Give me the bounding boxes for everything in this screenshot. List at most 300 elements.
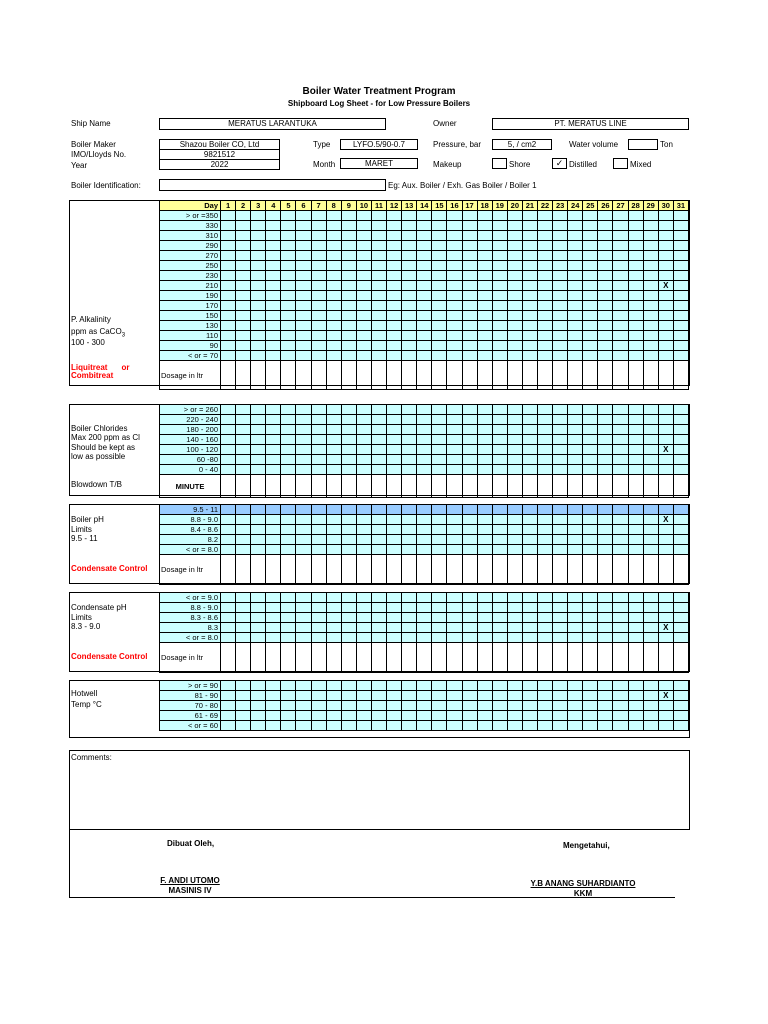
- day-cell[interactable]: [613, 231, 628, 241]
- day-cell[interactable]: [432, 281, 447, 291]
- day-cell[interactable]: [598, 415, 613, 425]
- day-cell[interactable]: [583, 435, 598, 445]
- day-cell[interactable]: [371, 311, 386, 321]
- day-cell[interactable]: [341, 711, 356, 721]
- day-cell[interactable]: [522, 445, 537, 455]
- day-cell[interactable]: [432, 405, 447, 415]
- day-cell[interactable]: [537, 435, 552, 445]
- day-cell[interactable]: [643, 331, 658, 341]
- day-cell[interactable]: [613, 613, 628, 623]
- day-cell[interactable]: [311, 291, 326, 301]
- day-cell[interactable]: [537, 643, 552, 673]
- day-cell[interactable]: [537, 211, 552, 221]
- day-cell[interactable]: [613, 261, 628, 271]
- day-cell[interactable]: [673, 505, 688, 515]
- reading-mark[interactable]: X: [658, 623, 673, 633]
- day-cell[interactable]: [266, 211, 281, 221]
- reading-mark[interactable]: X: [658, 691, 673, 701]
- day-cell[interactable]: [387, 555, 402, 585]
- day-cell[interactable]: [477, 525, 492, 535]
- day-cell[interactable]: [402, 633, 417, 643]
- day-cell[interactable]: [402, 535, 417, 545]
- day-cell[interactable]: [281, 701, 296, 711]
- day-cell[interactable]: [296, 475, 311, 498]
- day-cell[interactable]: [432, 681, 447, 691]
- day-cell[interactable]: [341, 435, 356, 445]
- day-cell[interactable]: [643, 351, 658, 361]
- day-cell[interactable]: [417, 445, 432, 455]
- day-cell[interactable]: [417, 425, 432, 435]
- day-cell[interactable]: [477, 445, 492, 455]
- day-cell[interactable]: [236, 721, 251, 731]
- day-cell[interactable]: [553, 251, 568, 261]
- day-cell[interactable]: [281, 331, 296, 341]
- day-cell[interactable]: [356, 691, 371, 701]
- day-cell[interactable]: [643, 633, 658, 643]
- day-cell[interactable]: [507, 455, 522, 465]
- day-cell[interactable]: [432, 425, 447, 435]
- day-cell[interactable]: [417, 241, 432, 251]
- day-cell[interactable]: [356, 251, 371, 261]
- day-cell[interactable]: [643, 603, 658, 613]
- day-cell[interactable]: [311, 341, 326, 351]
- day-cell[interactable]: [356, 211, 371, 221]
- day-cell[interactable]: [477, 311, 492, 321]
- day-cell[interactable]: [477, 435, 492, 445]
- day-cell[interactable]: [296, 261, 311, 271]
- day-cell[interactable]: [613, 301, 628, 311]
- day-cell[interactable]: [598, 251, 613, 261]
- day-cell[interactable]: [537, 711, 552, 721]
- day-cell[interactable]: [553, 271, 568, 281]
- day-cell[interactable]: [673, 603, 688, 613]
- day-cell[interactable]: [432, 271, 447, 281]
- day-cell[interactable]: [266, 405, 281, 415]
- day-cell[interactable]: [673, 211, 688, 221]
- day-cell[interactable]: [356, 623, 371, 633]
- day-cell[interactable]: [583, 613, 598, 623]
- day-cell[interactable]: [477, 711, 492, 721]
- day-cell[interactable]: [568, 701, 583, 711]
- day-cell[interactable]: [387, 211, 402, 221]
- day-cell[interactable]: [613, 251, 628, 261]
- day-cell[interactable]: [402, 475, 417, 498]
- day-cell[interactable]: [251, 261, 266, 271]
- day-cell[interactable]: [341, 221, 356, 231]
- day-cell[interactable]: [311, 643, 326, 673]
- day-cell[interactable]: [492, 633, 507, 643]
- day-cell[interactable]: [371, 555, 386, 585]
- day-cell[interactable]: [402, 341, 417, 351]
- day-cell[interactable]: [613, 281, 628, 291]
- day-cell[interactable]: [598, 405, 613, 415]
- day-cell[interactable]: [417, 271, 432, 281]
- day-cell[interactable]: [266, 351, 281, 361]
- day-cell[interactable]: [266, 633, 281, 643]
- day-cell[interactable]: [522, 405, 537, 415]
- day-cell[interactable]: [537, 681, 552, 691]
- day-cell[interactable]: [537, 281, 552, 291]
- day-cell[interactable]: [583, 281, 598, 291]
- day-cell[interactable]: [251, 351, 266, 361]
- day-cell[interactable]: [628, 251, 643, 261]
- day-cell[interactable]: [251, 535, 266, 545]
- day-cell[interactable]: [387, 291, 402, 301]
- day-cell[interactable]: [628, 291, 643, 301]
- day-cell[interactable]: [477, 701, 492, 711]
- day-cell[interactable]: [568, 301, 583, 311]
- day-cell[interactable]: [371, 465, 386, 475]
- day-cell[interactable]: [598, 505, 613, 515]
- day-cell[interactable]: [583, 425, 598, 435]
- day-cell[interactable]: [341, 331, 356, 341]
- day-cell[interactable]: [402, 311, 417, 321]
- day-cell[interactable]: [583, 231, 598, 241]
- day-cell[interactable]: [236, 455, 251, 465]
- day-cell[interactable]: [402, 515, 417, 525]
- day-cell[interactable]: [643, 231, 658, 241]
- day-cell[interactable]: [553, 331, 568, 341]
- day-cell[interactable]: [341, 593, 356, 603]
- day-cell[interactable]: [477, 251, 492, 261]
- day-cell[interactable]: [568, 331, 583, 341]
- day-cell[interactable]: [266, 331, 281, 341]
- day-cell[interactable]: [371, 593, 386, 603]
- day-cell[interactable]: [507, 425, 522, 435]
- day-cell[interactable]: [492, 681, 507, 691]
- day-cell[interactable]: [326, 545, 341, 555]
- day-cell[interactable]: [236, 445, 251, 455]
- day-cell[interactable]: [296, 701, 311, 711]
- day-cell[interactable]: [236, 465, 251, 475]
- day-cell[interactable]: [492, 351, 507, 361]
- day-cell[interactable]: [613, 593, 628, 603]
- day-cell[interactable]: [628, 415, 643, 425]
- day-cell[interactable]: [387, 405, 402, 415]
- day-cell[interactable]: [583, 271, 598, 281]
- day-cell[interactable]: [568, 691, 583, 701]
- day-cell[interactable]: [568, 505, 583, 515]
- day-cell[interactable]: [568, 623, 583, 633]
- day-cell[interactable]: [281, 231, 296, 241]
- day-cell[interactable]: [371, 415, 386, 425]
- day-cell[interactable]: [371, 681, 386, 691]
- day-cell[interactable]: [658, 555, 673, 585]
- day-cell[interactable]: [643, 251, 658, 261]
- day-cell[interactable]: [266, 281, 281, 291]
- day-cell[interactable]: [628, 405, 643, 415]
- day-cell[interactable]: [311, 535, 326, 545]
- day-cell[interactable]: [251, 341, 266, 351]
- day-cell[interactable]: [537, 623, 552, 633]
- day-cell[interactable]: [492, 241, 507, 251]
- day-cell[interactable]: [236, 435, 251, 445]
- day-cell[interactable]: [417, 435, 432, 445]
- day-cell[interactable]: [673, 691, 688, 701]
- day-cell[interactable]: [658, 341, 673, 351]
- day-cell[interactable]: [221, 311, 236, 321]
- day-cell[interactable]: [311, 505, 326, 515]
- day-cell[interactable]: [553, 425, 568, 435]
- day-cell[interactable]: [326, 515, 341, 525]
- day-cell[interactable]: [371, 321, 386, 331]
- day-cell[interactable]: [251, 505, 266, 515]
- day-cell[interactable]: [583, 711, 598, 721]
- day-cell[interactable]: [613, 711, 628, 721]
- day-cell[interactable]: [221, 361, 236, 390]
- day-cell[interactable]: [371, 251, 386, 261]
- day-cell[interactable]: [583, 311, 598, 321]
- day-cell[interactable]: [266, 361, 281, 390]
- day-cell[interactable]: [613, 633, 628, 643]
- day-cell[interactable]: [311, 721, 326, 731]
- day-cell[interactable]: [266, 341, 281, 351]
- day-cell[interactable]: [568, 435, 583, 445]
- day-cell[interactable]: [598, 211, 613, 221]
- day-cell[interactable]: [462, 435, 477, 445]
- day-cell[interactable]: [477, 321, 492, 331]
- month-field[interactable]: MARET: [340, 158, 418, 169]
- day-cell[interactable]: [432, 251, 447, 261]
- day-cell[interactable]: [281, 593, 296, 603]
- day-cell[interactable]: [326, 291, 341, 301]
- day-cell[interactable]: [447, 445, 462, 455]
- day-cell[interactable]: [402, 505, 417, 515]
- day-cell[interactable]: [356, 341, 371, 351]
- day-cell[interactable]: [673, 633, 688, 643]
- day-cell[interactable]: [553, 455, 568, 465]
- day-cell[interactable]: [326, 425, 341, 435]
- day-cell[interactable]: [553, 415, 568, 425]
- boiler-id-field[interactable]: [159, 179, 386, 191]
- day-cell[interactable]: [356, 633, 371, 643]
- day-cell[interactable]: [537, 445, 552, 455]
- day-cell[interactable]: [251, 475, 266, 498]
- day-cell[interactable]: [311, 633, 326, 643]
- day-cell[interactable]: [402, 231, 417, 241]
- day-cell[interactable]: [281, 445, 296, 455]
- day-cell[interactable]: [251, 701, 266, 711]
- day-cell[interactable]: [281, 405, 296, 415]
- day-cell[interactable]: [236, 261, 251, 271]
- day-cell[interactable]: [462, 415, 477, 425]
- day-cell[interactable]: [477, 593, 492, 603]
- day-cell[interactable]: [251, 691, 266, 701]
- day-cell[interactable]: [658, 711, 673, 721]
- day-cell[interactable]: [417, 311, 432, 321]
- day-cell[interactable]: [221, 505, 236, 515]
- day-cell[interactable]: [462, 301, 477, 311]
- day-cell[interactable]: [251, 231, 266, 241]
- day-cell[interactable]: [598, 515, 613, 525]
- day-cell[interactable]: [311, 221, 326, 231]
- day-cell[interactable]: [266, 251, 281, 261]
- day-cell[interactable]: [326, 613, 341, 623]
- day-cell[interactable]: [281, 341, 296, 351]
- day-cell[interactable]: [387, 643, 402, 673]
- day-cell[interactable]: [371, 633, 386, 643]
- day-cell[interactable]: [326, 435, 341, 445]
- day-cell[interactable]: [326, 633, 341, 643]
- day-cell[interactable]: [447, 435, 462, 445]
- day-cell[interactable]: [598, 271, 613, 281]
- day-cell[interactable]: [296, 691, 311, 701]
- day-cell[interactable]: [673, 643, 688, 673]
- day-cell[interactable]: [658, 251, 673, 261]
- day-cell[interactable]: [387, 623, 402, 633]
- day-cell[interactable]: [598, 455, 613, 465]
- day-cell[interactable]: [341, 281, 356, 291]
- day-cell[interactable]: [266, 691, 281, 701]
- day-cell[interactable]: [236, 633, 251, 643]
- day-cell[interactable]: [568, 281, 583, 291]
- day-cell[interactable]: [402, 681, 417, 691]
- day-cell[interactable]: [281, 691, 296, 701]
- day-cell[interactable]: [266, 311, 281, 321]
- day-cell[interactable]: [492, 211, 507, 221]
- day-cell[interactable]: [643, 425, 658, 435]
- day-cell[interactable]: [462, 331, 477, 341]
- day-cell[interactable]: [402, 435, 417, 445]
- day-cell[interactable]: [553, 603, 568, 613]
- day-cell[interactable]: [221, 211, 236, 221]
- day-cell[interactable]: [658, 465, 673, 475]
- day-cell[interactable]: [251, 711, 266, 721]
- day-cell[interactable]: [507, 643, 522, 673]
- day-cell[interactable]: [266, 475, 281, 498]
- day-cell[interactable]: [326, 221, 341, 231]
- day-cell[interactable]: [628, 613, 643, 623]
- day-cell[interactable]: [643, 221, 658, 231]
- day-cell[interactable]: [673, 361, 688, 390]
- day-cell[interactable]: [598, 701, 613, 711]
- day-cell[interactable]: [296, 535, 311, 545]
- day-cell[interactable]: [553, 435, 568, 445]
- day-cell[interactable]: [477, 361, 492, 390]
- day-cell[interactable]: [568, 405, 583, 415]
- day-cell[interactable]: [311, 555, 326, 585]
- day-cell[interactable]: [553, 475, 568, 498]
- day-cell[interactable]: [492, 515, 507, 525]
- day-cell[interactable]: [356, 465, 371, 475]
- day-cell[interactable]: [492, 271, 507, 281]
- day-cell[interactable]: [371, 475, 386, 498]
- day-cell[interactable]: [507, 623, 522, 633]
- day-cell[interactable]: [568, 261, 583, 271]
- day-cell[interactable]: [236, 311, 251, 321]
- day-cell[interactable]: [613, 643, 628, 673]
- day-cell[interactable]: [447, 603, 462, 613]
- day-cell[interactable]: [613, 361, 628, 390]
- day-cell[interactable]: [417, 251, 432, 261]
- day-cell[interactable]: [251, 321, 266, 331]
- day-cell[interactable]: [568, 721, 583, 731]
- day-cell[interactable]: [311, 525, 326, 535]
- day-cell[interactable]: [537, 301, 552, 311]
- day-cell[interactable]: [462, 701, 477, 711]
- day-cell[interactable]: [341, 613, 356, 623]
- day-cell[interactable]: [598, 681, 613, 691]
- day-cell[interactable]: [673, 455, 688, 465]
- day-cell[interactable]: [658, 593, 673, 603]
- day-cell[interactable]: [673, 301, 688, 311]
- day-cell[interactable]: [371, 691, 386, 701]
- day-cell[interactable]: [236, 321, 251, 331]
- day-cell[interactable]: [598, 351, 613, 361]
- day-cell[interactable]: [477, 465, 492, 475]
- day-cell[interactable]: [371, 271, 386, 281]
- day-cell[interactable]: [356, 415, 371, 425]
- day-cell[interactable]: [492, 455, 507, 465]
- day-cell[interactable]: [417, 221, 432, 231]
- day-cell[interactable]: [371, 701, 386, 711]
- day-cell[interactable]: [432, 361, 447, 390]
- day-cell[interactable]: [613, 311, 628, 321]
- day-cell[interactable]: [658, 475, 673, 498]
- day-cell[interactable]: [522, 211, 537, 221]
- day-cell[interactable]: [583, 351, 598, 361]
- day-cell[interactable]: [598, 593, 613, 603]
- day-cell[interactable]: [402, 545, 417, 555]
- day-cell[interactable]: [598, 221, 613, 231]
- day-cell[interactable]: [583, 681, 598, 691]
- day-cell[interactable]: [402, 711, 417, 721]
- day-cell[interactable]: [311, 691, 326, 701]
- day-cell[interactable]: [417, 721, 432, 731]
- day-cell[interactable]: [643, 525, 658, 535]
- day-cell[interactable]: [447, 711, 462, 721]
- day-cell[interactable]: [643, 721, 658, 731]
- day-cell[interactable]: [236, 221, 251, 231]
- day-cell[interactable]: [553, 261, 568, 271]
- day-cell[interactable]: [462, 711, 477, 721]
- day-cell[interactable]: [643, 505, 658, 515]
- day-cell[interactable]: [522, 545, 537, 555]
- day-cell[interactable]: [417, 545, 432, 555]
- day-cell[interactable]: [432, 721, 447, 731]
- day-cell[interactable]: [507, 231, 522, 241]
- makeup-shore-checkbox[interactable]: [492, 158, 507, 169]
- day-cell[interactable]: [311, 281, 326, 291]
- day-cell[interactable]: [221, 721, 236, 731]
- day-cell[interactable]: [341, 721, 356, 731]
- day-cell[interactable]: [568, 603, 583, 613]
- day-cell[interactable]: [553, 593, 568, 603]
- day-cell[interactable]: [613, 415, 628, 425]
- day-cell[interactable]: [658, 241, 673, 251]
- day-cell[interactable]: [522, 623, 537, 633]
- day-cell[interactable]: [462, 445, 477, 455]
- day-cell[interactable]: [628, 445, 643, 455]
- day-cell[interactable]: [387, 465, 402, 475]
- day-cell[interactable]: [236, 603, 251, 613]
- day-cell[interactable]: [326, 711, 341, 721]
- day-cell[interactable]: [568, 251, 583, 261]
- day-cell[interactable]: [447, 425, 462, 435]
- day-cell[interactable]: [613, 455, 628, 465]
- day-cell[interactable]: [387, 261, 402, 271]
- day-cell[interactable]: [311, 515, 326, 525]
- day-cell[interactable]: [251, 613, 266, 623]
- day-cell[interactable]: [507, 545, 522, 555]
- day-cell[interactable]: [296, 593, 311, 603]
- day-cell[interactable]: [628, 681, 643, 691]
- day-cell[interactable]: [311, 301, 326, 311]
- day-cell[interactable]: [673, 445, 688, 455]
- day-cell[interactable]: [251, 681, 266, 691]
- day-cell[interactable]: [553, 221, 568, 231]
- day-cell[interactable]: [462, 321, 477, 331]
